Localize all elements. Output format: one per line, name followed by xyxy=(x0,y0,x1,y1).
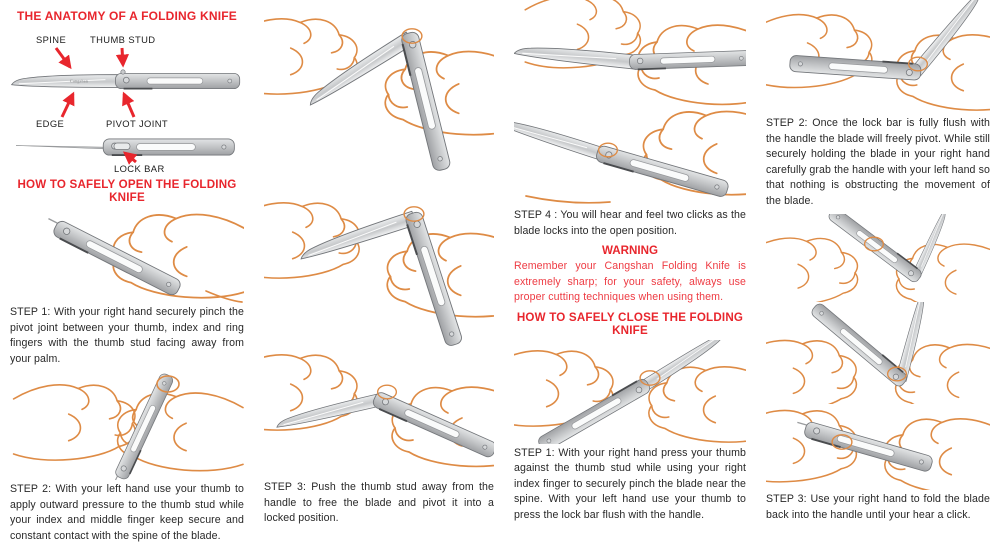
illustration-close-step1 xyxy=(514,340,746,444)
left-hand-icon xyxy=(766,15,872,88)
close-section-heading: HOW TO SAFELY CLOSE THE FOLDING KNIFE xyxy=(516,310,744,337)
thumb-stud-graphic xyxy=(121,70,125,74)
illustration-knife-closed xyxy=(766,404,990,490)
left-hand-icon xyxy=(14,385,136,460)
wrist-line xyxy=(526,196,610,203)
label-lock-bar: LOCK BAR xyxy=(114,163,165,173)
illustration-blade-locked xyxy=(264,350,494,478)
blade-icon xyxy=(275,394,381,430)
blade-icon xyxy=(514,42,635,68)
handle-icon xyxy=(629,50,746,69)
illustration-blade-pivoting xyxy=(766,214,990,302)
illustration-knife-open-held xyxy=(514,108,746,206)
open-step-1-text: STEP 1: With your right hand securely pinch the pivot joint between your thumb, index and ring fingers with the thumb stud facing away from your palm. xyxy=(10,306,244,365)
closed-knife-icon xyxy=(794,418,934,472)
edge-arrow-icon xyxy=(62,94,73,117)
close-step-2-text: STEP 2: Once the lock bar is fully flush with the handle the blade will freely pivot. While still securely holding the blade in your right hand carefully grab the handle with your left hand so that nothing is obstructing the movement of the blade. xyxy=(766,117,990,207)
closed-knife-icon xyxy=(110,372,174,480)
anatomy-title: THE ANATOMY OF A FOLDING KNIFE xyxy=(17,9,237,23)
column-opening-illustrations xyxy=(254,0,504,549)
open-step-3-text: STEP 3: Push the thumb stud away from the handle to free the blade and pivot it into a locked position. xyxy=(264,481,494,524)
open-step-4-text: STEP 4 : You will hear and feel two clicks as the blade locks into the open position. xyxy=(514,209,746,237)
anatomy-diagram xyxy=(10,25,244,173)
warning-text: Remember your Cangshan Folding Knife is extremely sharp; for your safety, always use proper cutting techniques when using them. xyxy=(514,260,746,303)
close-step-3-text: STEP 3: Use your right hand to fold the blade back into the handle until your hear a click. xyxy=(766,493,990,521)
illustration-close-step2 xyxy=(766,0,990,114)
pivot-joint-arrow-icon xyxy=(124,94,134,117)
blade-icon xyxy=(641,340,728,391)
closed-knife-icon xyxy=(43,215,183,297)
open-knife-graphic xyxy=(12,70,240,89)
handle-icon xyxy=(827,214,923,284)
illustration-open-step2 xyxy=(10,372,244,480)
blade-brand-text: Cangshan xyxy=(70,78,89,84)
left-hand-icon xyxy=(766,238,858,302)
label-pivot-joint: PIVOT JOINT xyxy=(106,118,169,129)
illustration-blade-partially-open xyxy=(264,0,494,174)
handle-icon xyxy=(537,377,652,444)
spine-arrow-icon xyxy=(56,48,70,67)
handle-icon xyxy=(404,211,463,347)
lock-bar-graphic xyxy=(114,143,130,150)
illustration-knife-fully-open xyxy=(514,0,746,108)
illustration-blade-opening-wider xyxy=(264,174,494,350)
column-step4-warning-close xyxy=(504,0,756,549)
column-close-steps xyxy=(756,0,1000,549)
closed-knife-graphic xyxy=(16,139,234,155)
blade-icon xyxy=(514,115,604,160)
illustration-open-step1 xyxy=(10,207,244,303)
open-step-2-text: STEP 2: With your left hand use your thumb to apply outward pressure to the thumb stud while your index and middle finger keep secure and constant contact with the spine of the blade. xyxy=(10,483,244,542)
left-hand-icon xyxy=(766,340,856,404)
warning-heading: WARNING xyxy=(601,244,659,257)
blade-icon xyxy=(911,0,986,76)
handle-icon xyxy=(789,55,921,80)
close-step-1-text: STEP 1: With your right hand press your thumb against the thumb stud while using your right index finger to securely pinch the blade near the spine. With your left hand use your thumb to press the lock bar flush with the handle. xyxy=(514,446,746,521)
column-anatomy-open xyxy=(0,0,254,549)
thumb-stud-arrow-icon xyxy=(122,48,123,65)
handle-icon xyxy=(810,302,909,388)
open-section-heading: HOW TO SAFELY OPEN THE FOLDING KNIFE xyxy=(17,178,237,204)
label-edge: EDGE xyxy=(36,118,65,129)
label-spine: SPINE xyxy=(36,34,67,45)
illustration-blade-nearly-closed xyxy=(766,302,990,404)
label-thumb-stud: THUMB STUD xyxy=(90,34,156,45)
handle-icon xyxy=(371,391,494,459)
handle-icon xyxy=(595,145,730,198)
blade-icon xyxy=(305,32,414,107)
